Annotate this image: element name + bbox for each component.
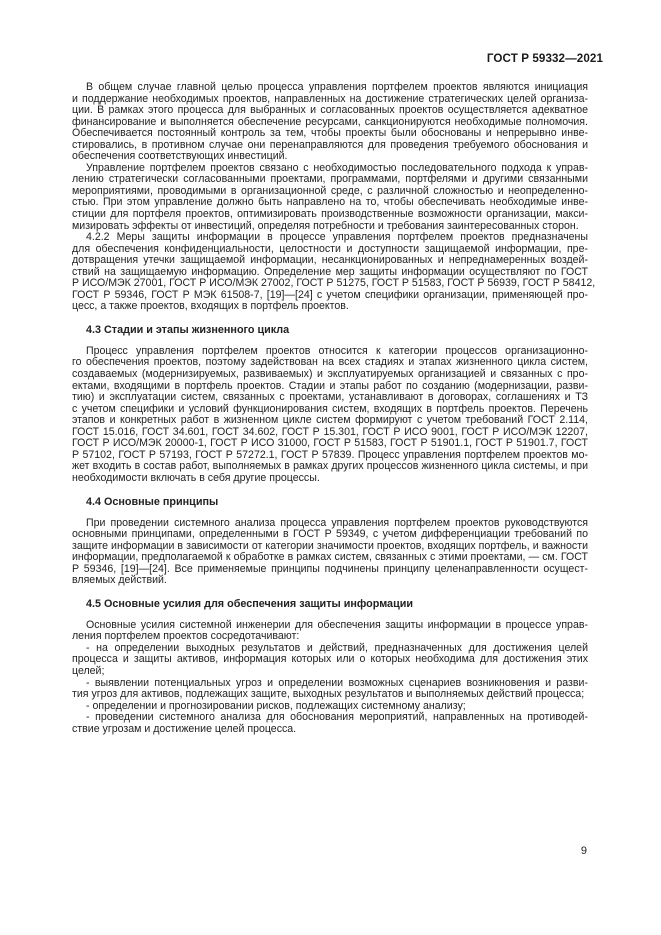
text-line: В общем случае главной целью процесса управления портфелем проектов являются инициация — [86, 81, 588, 93]
text-line: мизировать эффекты от инвестиций, определяя потребности и требования заинтересованных сторон. — [72, 219, 579, 232]
text-line: Управление портфелем проектов связано с необходимостью последовательного подхода к управ- — [86, 161, 588, 174]
text-line: Р 57102, ГОСТ Р 57193, ГОСТ Р 57272.1, ГОСТ Р 57839. Процесс управления портфелем проектов мо- — [72, 448, 588, 461]
text-line: ления портфелем проектов сосредотачивают: — [72, 630, 300, 643]
text-line: вляемых действий. — [72, 574, 167, 587]
text-line: с учетом специфики и условий функционирования систем, входящих в портфель проектов. Перечень — [72, 402, 588, 415]
text-line: стиции для портфеля проектов, оптимизировать производственные возможности организации, макси- — [72, 208, 588, 221]
page-content — [72, 81, 596, 735]
text-line: При проведении системного анализа процесса управления портфелем проектов руководствуются — [86, 516, 588, 529]
text-line: информации, предполагаемой к обработке в рамках систем, связанных с этими проектами, — см. ГОСТ — [72, 551, 588, 564]
text-line: ГОСТ 15.016, ГОСТ 34.601, ГОСТ 34.602, ГОСТ Р 15.301, ГОСТ Р ИСО 9001, ГОСТ Р ИСО/МЭК 12207, — [72, 425, 588, 438]
list-item: - определении и прогнозировании рисков, подлежащих системному анализу; — [86, 699, 466, 712]
list-item: - на определении выходных результатов и действий, предназначенных для достижения целей — [86, 641, 588, 654]
text-line: 4.2.2 Меры защиты информации в процессе управления портфелем проектов предназначены — [86, 231, 588, 244]
text-line: го обеспечения проектов, поэтому задействован на всех стадиях и этапах жизненного цикла систем, — [72, 356, 588, 369]
text-line: Р ИСО/МЭК 27001, ГОСТ Р ИСО/МЭК 27002, ГОСТ Р 51275, ГОСТ Р 51583, ГОСТ Р 56939, ГОСТ Р 58412, — [72, 277, 596, 290]
section-heading-4-4: 4.4 Основные принципы — [86, 495, 219, 508]
section-heading-4-3: 4.3 Стадии и этапы жизненного цикла — [86, 323, 290, 336]
paragraph-4-2-2 — [72, 231, 596, 313]
text-line: основными принципами, определенными в ГОСТ Р 59349, с учетом дифференциации требований по — [72, 528, 588, 541]
spacer — [72, 485, 588, 496]
text-line: и поддержание необходимых проектов, направленных на достижение стратегических целей организа- — [72, 92, 588, 105]
text-line: Р 59346, [19]—[24]. Все применяемые принципы подчинены принципу целенаправленности осущест- — [72, 562, 588, 575]
page-number: 9 — [580, 845, 587, 857]
text-line: целей; — [72, 664, 105, 677]
text-line: ствие угрозам и достижение целей процесса. — [72, 722, 297, 735]
text-line: ции. В рамках этого процесса для выбранных и согласованных проектов осуществляется адекватное — [72, 104, 588, 117]
paragraph-goal — [72, 82, 588, 163]
text-line: Основные усилия системной инженерии для обеспечения защиты информации в процессе управ- — [86, 618, 588, 631]
text-line: для обеспечения конфиденциальности, целостности и доступности защищаемой информации, пре- — [72, 242, 588, 255]
paragraph-principles — [72, 518, 588, 587]
text-line: ГОСТ Р ИСО/МЭК 20000-1, ГОСТ Р ИСО 31000, ГОСТ Р 51583, ГОСТ Р 51901.1, ГОСТ Р 51901.7, ГОСТ — [72, 437, 588, 450]
text-line: ствий на защищаемую информацию. Определение мер защиты информации осуществляют по ГОСТ — [72, 265, 588, 278]
spacer — [72, 313, 588, 324]
text-line: цесс, а также проектов, входящих в портфель проектов. — [72, 300, 349, 313]
text-line: стировались, в противном случае они перенаправляются для проведения требуемого обоснования и — [72, 138, 588, 151]
list-item: - выявлении потенциальных угроз и определении возможных сценариев возникновения и разви- — [86, 676, 588, 689]
paragraph-portfolio-management — [72, 163, 588, 232]
text-line: ГОСТ Р 59346, ГОСТ Р МЭК 61508-7, [19]—[24] с учетом специфики организации, применяющей про- — [72, 288, 588, 301]
text-line: лению стратегически согласованными проектами, программами, портфелями и другими связанными — [72, 173, 588, 186]
text-line: финансирование и выполняется обеспечение ресурсами, санкционируются необходимые полномочия. — [72, 115, 588, 128]
text-line: этапов и конкретных работ в жизненном цикле систем формируют с учетом требований ГОСТ 2.114, — [72, 414, 588, 427]
text-line: процесса и защиты активов, информация которых или о которых необходима для достижения этих — [72, 653, 588, 666]
text-line: Обеспечивается постоянный контроль за тем, чтобы проекты были обоснованы и непрерывно инве- — [72, 127, 588, 140]
text-line: мероприятиями, проводимыми в организационной среде, с различной сложностью и неопределенно- — [72, 184, 588, 197]
spacer — [72, 508, 588, 518]
paragraph-life-cycle — [72, 346, 588, 485]
text-line: дотвращения утечки защищаемой информации, несанкционированных и непреднамеренных воздей- — [72, 254, 588, 267]
paragraph-efforts — [72, 620, 588, 643]
text-line: необходимости включать в себя другие процессы. — [72, 471, 320, 484]
text-line: ектами, входящими в портфель проектов. Стадии и этапы работ по созданию (модернизации, разви- — [72, 379, 588, 392]
section-heading-4-5: 4.5 Основные усилия для обеспечения защиты информации — [86, 597, 413, 610]
standard-header: ГОСТ Р 59332—2021 — [486, 52, 603, 65]
text-line: создаваемых (модернизируемых, развиваемых) и эксплуатируемых организацией и связанных с про- — [72, 368, 588, 381]
text-line: жет входить в состав работ, выполняемых в рамках других процессов жизненного цикла системы, и при — [72, 460, 588, 473]
text-line: стью. При этом управление должно быть направлено на то, чтобы обеспечивать необходимые инве- — [72, 196, 588, 209]
text-line: Процесс управления портфелем проектов относится к категории процессов организационно- — [86, 344, 588, 357]
text-line: защите информации в зависимости от категории значимости проектов, входящих портфель, и важности — [72, 539, 588, 552]
list-item: - проведении системного анализа для обоснования мероприятий, направленных на противодей- — [86, 711, 588, 724]
text-line: обеспечения соответствующих инвестиций. — [72, 150, 288, 163]
text-line: тию) и эксплуатации систем, связанных с проектами, устанавливают в договорах, соглашениях и ТЗ — [72, 391, 588, 404]
efforts-list — [72, 643, 588, 735]
text-line: тия угроз для активов, подлежащих защите, выходных результатов и выполняемых действий процесса; — [72, 688, 585, 701]
spacer — [72, 587, 588, 598]
